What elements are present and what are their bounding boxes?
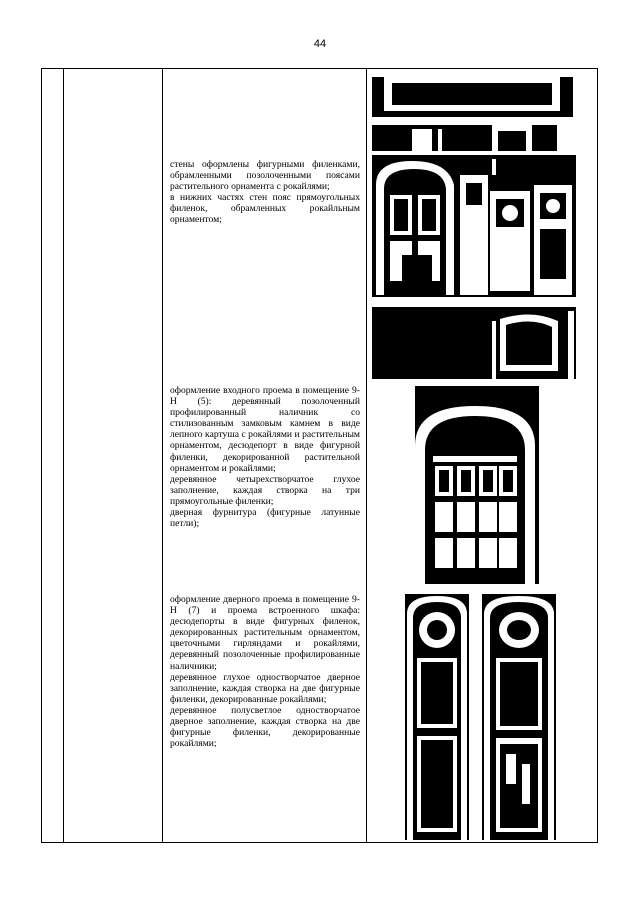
row-3-line-2: деревянное глухое одностворчатое дверное заполнение, каждая створка на две фигурные филенки, декорированные рокайлями;	[170, 671, 360, 705]
doorway-photo-left	[405, 594, 469, 840]
row-2-description	[170, 385, 360, 529]
interior-photo-top	[372, 71, 573, 151]
row-2-line-3: дверная фурнитура (фигурные латунные петли);	[170, 507, 360, 530]
description-table	[41, 68, 598, 843]
row-3-line-1: оформление дверного проема в помещение 9-Н (7) и проема встроенного шкафа: десюдепорты в виде фигурных филенок, декорированных растительным орнаментом, цветочными гирляндами и рокайлями, деревянный позолоченные профилированные наличники;	[170, 594, 360, 672]
entrance-door-photo	[395, 386, 551, 584]
row-3-line-3: деревянное полусветлое одностворчатое дверное заполнение, каждая створка на две фигурные филенки, декорированные рокайлями;	[170, 704, 360, 750]
column-divider	[366, 69, 367, 842]
row-2-line-2: деревянное четырехстворчатое глухое заполнение, каждая створка на три прямоугольные филенки;	[170, 473, 360, 507]
row-2-line-1: оформление входного проема в помещение 9-Н (5): деревянный позолоченный профилированный наличник со стилизованным замковым камнем в виде лепного картуша с рокайлями и растительным орнаментом, десюдепорт в виде фигурной филенки, декорированной растительной орнаментом и рокайлями;	[170, 385, 360, 474]
column-divider	[63, 69, 64, 842]
interior-photo-room	[372, 155, 576, 297]
column-divider	[162, 69, 163, 842]
row-1-description	[170, 159, 360, 226]
doorway-photo-right	[482, 594, 556, 840]
row-1-line-1: стены оформлены фигурными филенками, обрамленными позолоченными поясами растительного орнамента с рокайлями;	[170, 159, 360, 193]
row-3-description	[170, 594, 360, 749]
row-1-line-2: в нижних частях стен пояс прямоугольных филенок, обрамленных рокайльным орнаментом;	[170, 192, 360, 226]
page-number: 44	[313, 38, 327, 50]
interior-photo-panel	[372, 301, 576, 379]
